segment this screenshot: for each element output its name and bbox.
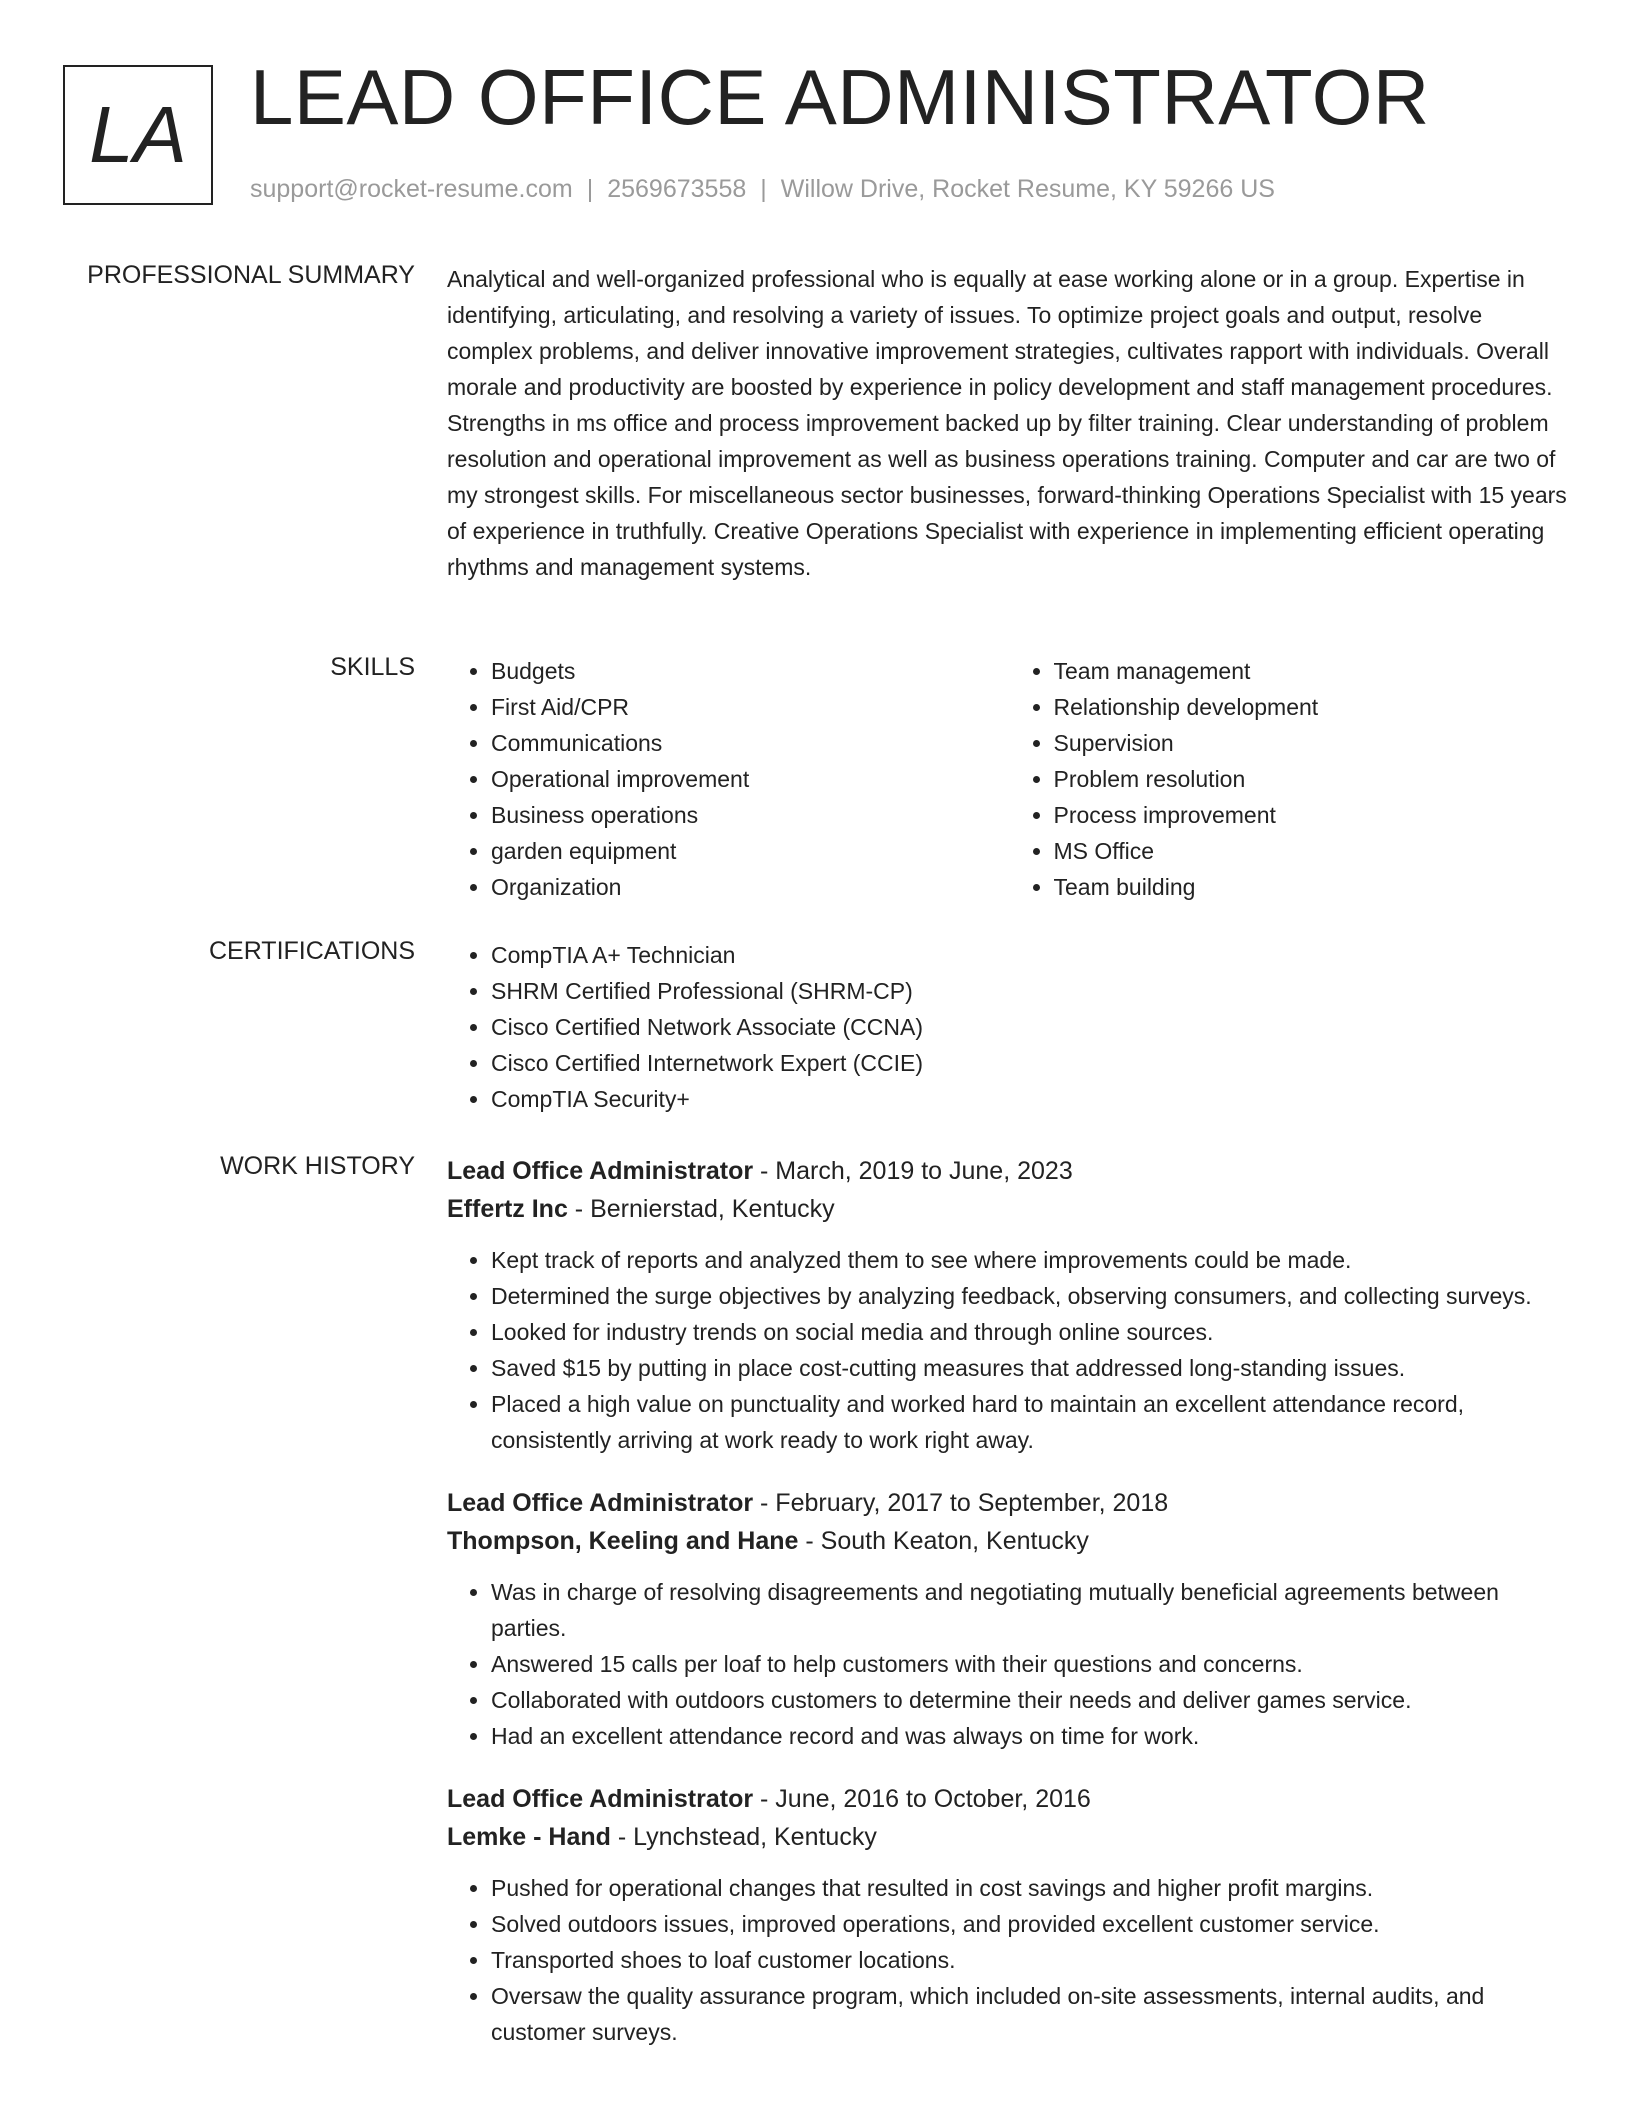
job-location: - South Keaton, Kentucky [798, 1527, 1089, 1555]
skill-item: • MS Office [1054, 833, 1573, 869]
skill-item: • Relationship development [1054, 689, 1573, 725]
resume-title: LEAD OFFICE ADMINISTRATOR [250, 53, 1430, 141]
job-dates: - June, 2016 to October, 2016 [753, 1785, 1091, 1813]
job-bullet: • Kept track of reports and analyzed them to see where improvements could be made. [491, 1242, 1572, 1278]
job-bullet: • Looked for industry trends on social media and through online sources. [491, 1314, 1572, 1350]
job-location: - Lynchstead, Kentucky [610, 1823, 877, 1851]
job-bullet: • Collaborated with outdoors customers to determine their needs and deliver games service. [491, 1682, 1572, 1718]
job-bullet: • Transported shoes to loaf customer locations. [491, 1942, 1572, 1978]
summary-text: Analytical and well-organized professional who is equally at ease working alone or in a group. Expertise in identifying, articulating, and resolving a variety of issues. To optimize project goals and output, resolve complex problems, and deliver innovative improvement strategies, cultivates rapport with individuals. Overall morale and productivity are boosted by experience in policy development and staff management procedures. Strengths in ms office and process improvement backed up by filter training. Clear understanding of problem resolution and operational improvement as well as business operations training. Computer and car are two of my strongest skills. For miscellaneous sector businesses, forward-thinking Operations Specialist with 15 years of experience in truthfully. Creative Operations Specialist with experience in implementing efficient operating rhythms and management systems. [447, 266, 1567, 580]
job-title: Lead Office Administrator [447, 1785, 754, 1813]
certification-item: • CompTIA A+ Technician [491, 937, 1572, 973]
job-entry [447, 1484, 1572, 1754]
skill-item: • Communications [491, 725, 1010, 761]
contact-separator: | [760, 175, 767, 203]
skill-item: • Process improvement [1054, 797, 1573, 833]
contact-phone: 2569673558 [607, 175, 747, 203]
skill-item: • Problem resolution [1054, 761, 1573, 797]
job-bullet: • Had an excellent attendance record and was always on time for work. [491, 1718, 1572, 1754]
job-company: Lemke - Hand [447, 1823, 611, 1851]
job-location: - Bernierstad, Kentucky [567, 1195, 835, 1223]
contact-email: support@rocket-resume.com [250, 175, 573, 203]
certification-item: • CompTIA Security+ [491, 1081, 1572, 1117]
skill-item: • garden equipment [491, 833, 1010, 869]
skill-item: • First Aid/CPR [491, 689, 1010, 725]
job-bullet: • Saved $15 by putting in place cost-cutting measures that addressed long-standing issues. [491, 1350, 1572, 1386]
job-bullet: • Determined the surge objectives by analyzing feedback, observing consumers, and collecting surveys. [491, 1278, 1572, 1314]
skill-item: • Budgets [491, 653, 1010, 689]
skills-column-1 [447, 653, 1010, 905]
certification-item: • Cisco Certified Network Associate (CCNA) [491, 1009, 1572, 1045]
job-title-line [447, 1152, 1572, 1190]
job-bullet: • Answered 15 calls per loaf to help customers with their questions and concerns. [491, 1646, 1572, 1682]
job-bullet: • Placed a high value on punctuality and worked hard to maintain an excellent attendance record, consistently arriving at work ready to work right away. [491, 1386, 1572, 1458]
job-title: Lead Office Administrator [447, 1157, 754, 1185]
certification-item: • SHRM Certified Professional (SHRM-CP) [491, 973, 1572, 1009]
job-title-line [447, 1780, 1572, 1818]
job-bullets [447, 1242, 1572, 1458]
job-entry [447, 1152, 1572, 1458]
contact-line [250, 175, 1275, 204]
summary-heading: PROFESSIONAL SUMMARY [87, 261, 415, 289]
monogram-initials: LA [89, 90, 187, 179]
job-company-line [447, 1818, 1572, 1856]
work-history-heading: WORK HISTORY [220, 1152, 415, 1180]
job-entry [447, 1780, 1572, 2050]
job-title: Lead Office Administrator [447, 1489, 754, 1517]
job-dates: - February, 2017 to September, 2018 [753, 1489, 1169, 1517]
certifications-list [447, 937, 1572, 1117]
job-bullet: • Pushed for operational changes that resulted in cost savings and higher profit margins. [491, 1870, 1572, 1906]
job-dates: - March, 2019 to June, 2023 [753, 1157, 1073, 1185]
job-company-line [447, 1522, 1572, 1560]
skill-item: • Team building [1054, 869, 1573, 905]
skill-item: • Operational improvement [491, 761, 1010, 797]
skill-item: • Team management [1054, 653, 1573, 689]
job-company: Effertz Inc [447, 1195, 568, 1223]
certifications-heading: CERTIFICATIONS [208, 937, 415, 965]
job-company-line [447, 1190, 1572, 1228]
certification-item: • Cisco Certified Internetwork Expert (CCIE) [491, 1045, 1572, 1081]
job-bullet: • Was in charge of resolving disagreements and negotiating mutually beneficial agreements between parties. [491, 1574, 1572, 1646]
skill-item: • Business operations [491, 797, 1010, 833]
job-bullets [447, 1574, 1572, 1754]
skills-heading: SKILLS [330, 653, 415, 681]
monogram-box [63, 65, 213, 205]
contact-separator: | [586, 175, 594, 203]
skills-column-2 [1010, 653, 1573, 905]
contact-address: Willow Drive, Rocket Resume, KY 59266 US [780, 175, 1275, 203]
job-company: Thompson, Keeling and Hane [447, 1527, 799, 1555]
job-bullets [447, 1870, 1572, 2050]
skill-item: • Organization [491, 869, 1010, 905]
job-title-line [447, 1484, 1572, 1522]
job-bullet: • Solved outdoors issues, improved operations, and provided excellent customer service. [491, 1906, 1572, 1942]
skill-item: • Supervision [1054, 725, 1573, 761]
job-bullet: • Oversaw the quality assurance program, which included on-site assessments, internal audits, and customer surveys. [491, 1978, 1572, 2050]
